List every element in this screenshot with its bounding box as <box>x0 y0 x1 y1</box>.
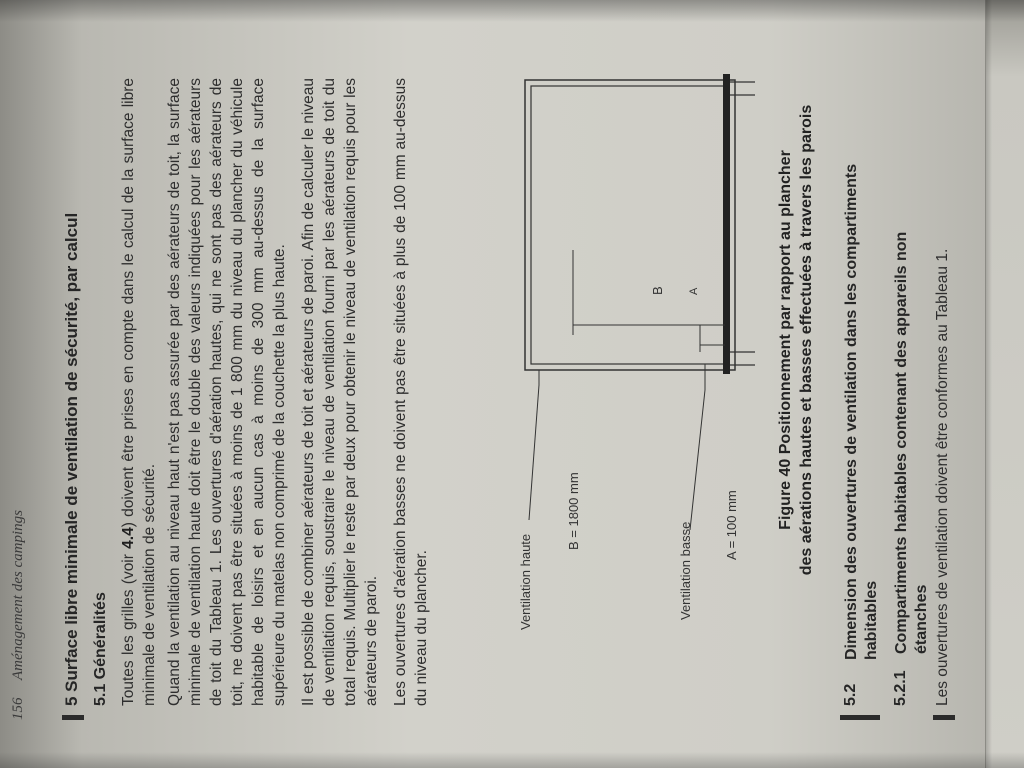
section-5-2-number: 5.2 <box>842 683 859 706</box>
vehicle-outline <box>525 80 735 370</box>
running-head <box>4 20 34 720</box>
bottom-shadow <box>0 752 1024 768</box>
top-shadow <box>0 0 1024 22</box>
label-ventilation-basse: Ventilation basse <box>678 521 693 620</box>
leader-ventilation-basse-2 <box>690 390 705 530</box>
figure-40-caption <box>775 80 817 600</box>
paragraph-4: Les ouvertures d'aération basses ne doivent pas être situées à plus de 100 mm au-dessus du niveau du plancher. <box>392 78 430 706</box>
paragraph-2: Quand la ventilation au niveau haut n'est pas assurée par des aérateurs de toit, la surface minimale de ventilation haute doit être le double des valeurs indiquées pour les aérateurs de toit du Tableau 1. Les ouvertures d'aération hautes, qui ne sont pas des aérateurs de toit, ne doivent pas être situées à moins de 1 800 mm du niveau du plancher du véhicule habitable de loisirs et en aucun cas à moins de 300 mm au-dessus de la surface supérieure du matelas non comprimé de la couchette la plus haute. <box>166 78 288 706</box>
section-5-2-1-number: 5.2.1 <box>892 670 909 706</box>
page-number: 156 <box>10 697 26 720</box>
section-rule <box>840 715 880 720</box>
paragraph-3: Il est possible de combiner aérateurs de toit et aérateurs de paroi. Afin de calculer le niveau de ventilation requis, soustraire le niveau de ventilation fourni par les aérateurs de toit du total requis. Multiplier le reste par deux pour obtenir le niveau de ventilation requis pour les aérateurs de paroi. <box>300 78 380 706</box>
label-ventilation-haute: Ventilation haute <box>518 533 533 630</box>
label-a-dimension: A = 100 mm <box>724 490 739 560</box>
floor <box>723 74 730 374</box>
paragraph-1: Toutes les grilles (voir 4.4) doivent être prises en compte dans le calcul de la surface libre minimale de ventilation de sécurité. <box>120 78 158 706</box>
caption-line-2: des aérations hautes et basses effectuées à travers les parois <box>798 104 815 576</box>
section-5-2-1-text: Les ouvertures de ventilation doivent être conformes au Tableau 1. <box>934 248 951 706</box>
adjacent-page-edge <box>985 0 1024 768</box>
figure-40-diagram <box>515 70 755 670</box>
label-a-letter: A <box>688 287 700 295</box>
leader-ventilation-haute-2 <box>529 385 539 520</box>
section-rule <box>62 715 84 720</box>
label-b-letter: B <box>650 286 665 295</box>
section-5-2-title: Dimension des ouvertures de ventilation dans les compartiments habitables <box>843 163 880 660</box>
vehicle-outline-inner <box>531 86 729 364</box>
section-5-1-heading: 5.1 Généralités <box>92 592 109 706</box>
section-5-2-1-title: Compartiments habitables contenant des appareils non étanches <box>893 231 930 654</box>
caption-line-1: Figure 40 Positionnement par rapport au plancher <box>777 150 794 530</box>
section-rule <box>933 715 955 720</box>
section-5-1-body <box>118 78 440 706</box>
rotated-document-page <box>10 20 960 720</box>
running-title: Aménagement des campings <box>10 510 26 680</box>
label-b-dimension: B = 1800 mm <box>566 472 581 550</box>
section-5-heading: 5 Surface libre minimale de ventilation de sécurité, par calcul <box>62 212 81 706</box>
